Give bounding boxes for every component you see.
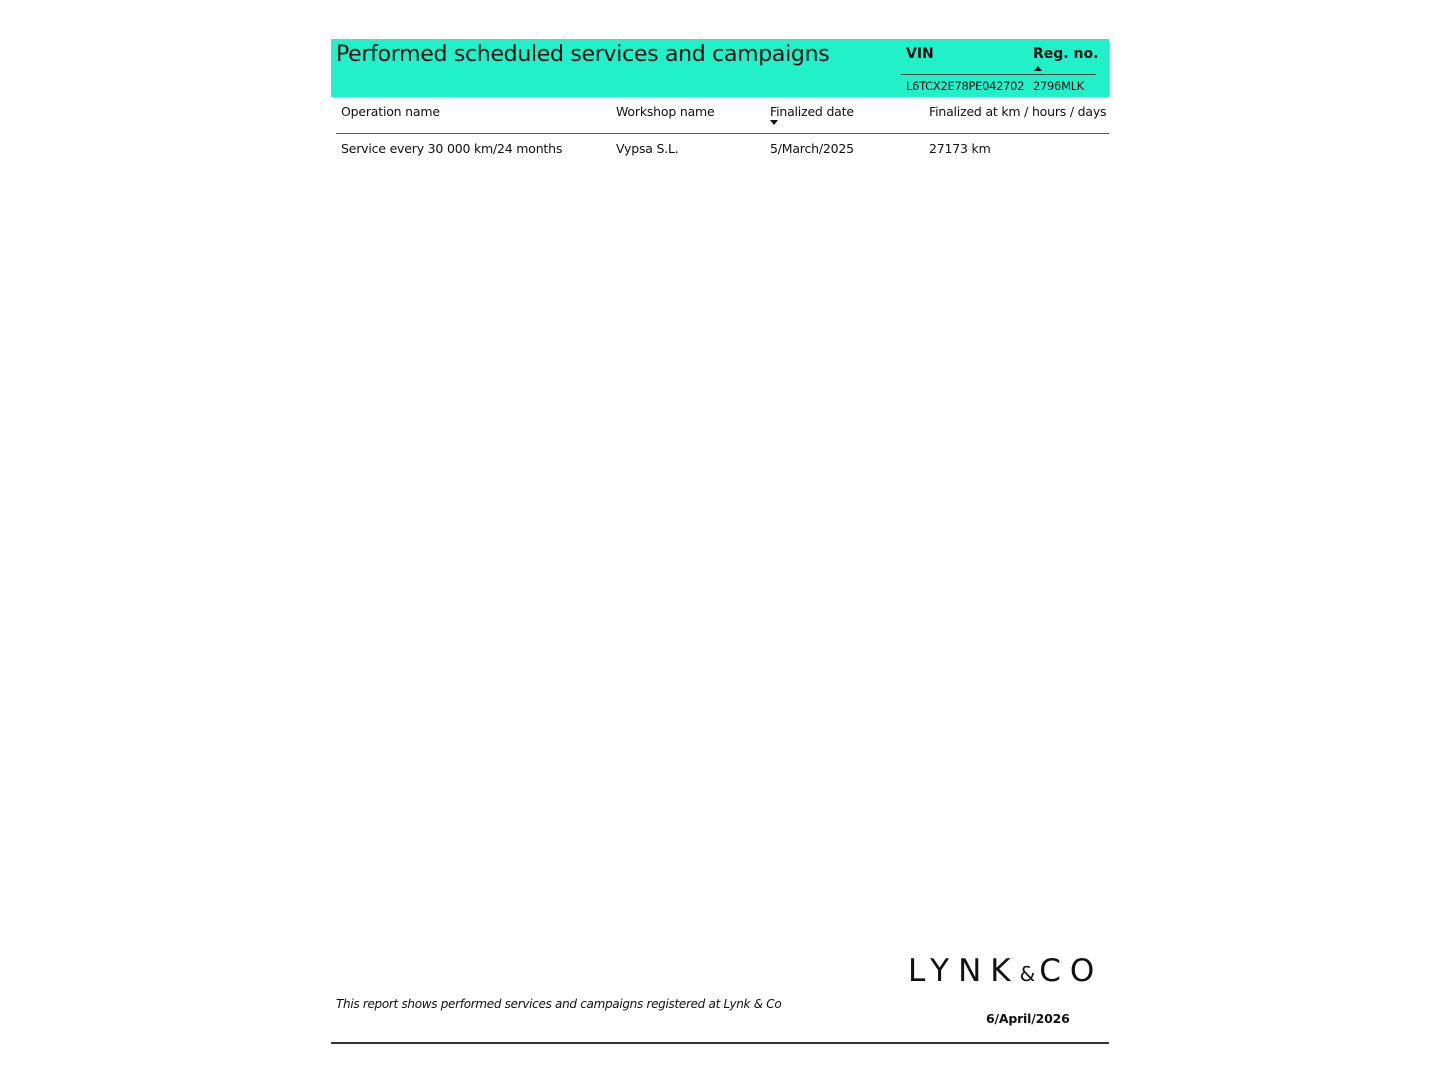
logo-text-left: LYNK <box>908 953 1020 989</box>
cell-finalized-at: 27173 km <box>929 141 991 156</box>
vin-label: VIN <box>906 46 934 62</box>
header-band <box>331 39 1109 97</box>
table-header-divider <box>336 133 1109 134</box>
cell-finalized-date: 5/March/2025 <box>770 141 854 156</box>
sort-descending-icon[interactable] <box>770 120 778 125</box>
cell-workshop-name: Vypsa S.L. <box>616 141 679 156</box>
vin-value: L6TCX2E78PE042702 <box>906 79 1025 93</box>
footer-note: This report shows performed services and campaigns registered at Lynk & Co <box>336 997 782 1011</box>
sort-ascending-icon[interactable] <box>1034 66 1042 71</box>
logo-ampersand: & <box>1019 962 1040 986</box>
report-date: 6/April/2026 <box>986 1011 1070 1026</box>
lynk-co-logo <box>908 953 1103 989</box>
logo-text-right: CO <box>1039 953 1104 989</box>
reg-no-value: 2796MLK <box>1033 79 1085 93</box>
column-header-workshop-name[interactable]: Workshop name <box>616 104 715 119</box>
page-title: Performed scheduled services and campaigns <box>336 42 830 67</box>
divider <box>901 74 1096 75</box>
column-header-operation-name[interactable]: Operation name <box>341 104 440 119</box>
column-header-finalized-date[interactable]: Finalized date <box>770 104 854 119</box>
reg-no-label[interactable]: Reg. no. <box>1033 46 1099 62</box>
cell-operation-name: Service every 30 000 km/24 months <box>341 141 563 156</box>
footer-divider <box>331 1042 1109 1044</box>
column-header-finalized-at[interactable]: Finalized at km / hours / days <box>929 104 1107 119</box>
